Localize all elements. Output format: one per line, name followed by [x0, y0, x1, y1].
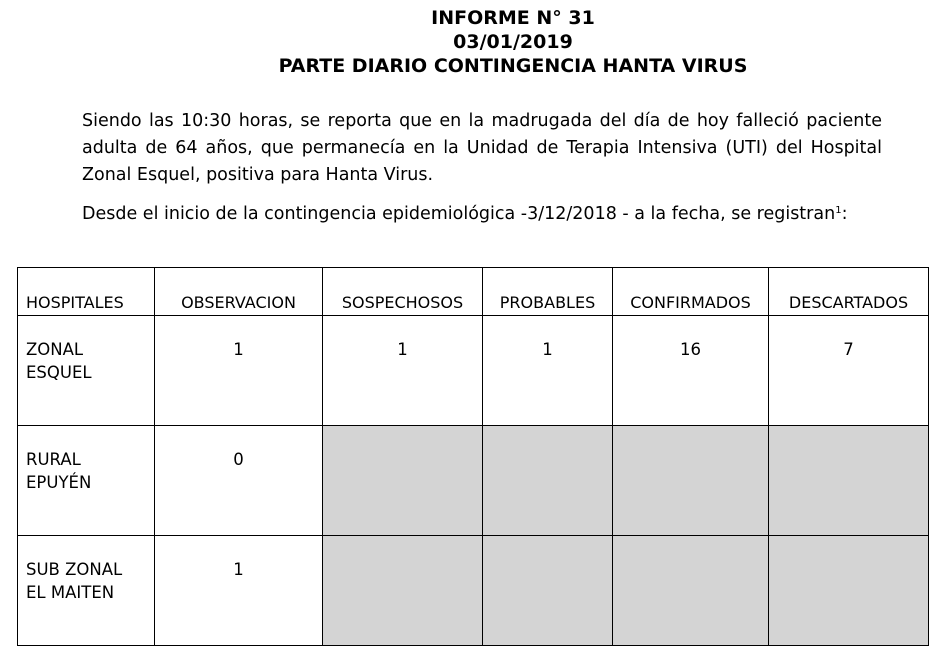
- header-sospechosos: SOSPECHOSOS: [323, 268, 483, 316]
- hospital-name: [18, 426, 155, 536]
- cell-sospechosos-empty: [323, 426, 483, 536]
- footnote-mark: 1: [835, 205, 842, 216]
- cell-confirmados: 16: [613, 316, 769, 426]
- hospital-name-line1: SUB ZONAL: [26, 560, 123, 579]
- header-hospitales: HOSPITALES: [18, 268, 155, 316]
- header-observacion: OBSERVACION: [155, 268, 323, 316]
- cases-table: [17, 267, 929, 646]
- hospital-name: [18, 536, 155, 646]
- cell-sospechosos-empty: [323, 536, 483, 646]
- hospital-name-line2: EPUYÉN: [26, 473, 92, 492]
- cell-confirmados-empty: [613, 536, 769, 646]
- cell-sospechosos: 1: [323, 316, 483, 426]
- cell-probables: 1: [483, 316, 613, 426]
- header-descartados: DESCARTADOS: [769, 268, 929, 316]
- hospital-name-line2: ESQUEL: [26, 363, 92, 382]
- hospital-name-line1: RURAL: [26, 450, 81, 469]
- table-row: [18, 426, 929, 536]
- header-probables: PROBABLES: [483, 268, 613, 316]
- paragraph-summary: [82, 201, 882, 228]
- paragraph-summary-suffix: :: [841, 204, 848, 224]
- cell-observacion: 0: [155, 426, 323, 536]
- header-confirmados: CONFIRMADOS: [613, 268, 769, 316]
- paragraph-summary-text: Desde el inicio de la contingencia epidemiológica -3/12/2018 - a la fecha, se registran: [82, 204, 836, 224]
- cell-descartados-empty: [769, 426, 929, 536]
- table-row: [18, 536, 929, 646]
- report-date: 03/01/2019: [453, 31, 573, 53]
- report-number: INFORME N° 31: [431, 7, 595, 29]
- cell-descartados-empty: [769, 536, 929, 646]
- cell-observacion: 1: [155, 316, 323, 426]
- cell-observacion: 1: [155, 536, 323, 646]
- hospital-name-line1: ZONAL: [26, 340, 84, 359]
- table-header-row: [18, 268, 929, 316]
- cell-descartados: 7: [769, 316, 929, 426]
- report-header: [0, 6, 939, 78]
- cell-probables-empty: [483, 536, 613, 646]
- paragraph-death-report: Siendo las 10:30 horas, se reporta que en la madrugada del día de hoy falleció paciente adulta de 64 años, que permanecía en la Unidad de Terapia Intensiva (UTI) del Hospital Zonal Esquel, positiva para Hanta Virus.: [82, 111, 882, 185]
- hospital-name-line2: EL MAITEN: [26, 583, 115, 602]
- table-row: [18, 316, 929, 426]
- cell-probables-empty: [483, 426, 613, 536]
- cell-confirmados-empty: [613, 426, 769, 536]
- report-title: PARTE DIARIO CONTINGENCIA HANTA VIRUS: [278, 55, 748, 77]
- hospital-name: [18, 316, 155, 426]
